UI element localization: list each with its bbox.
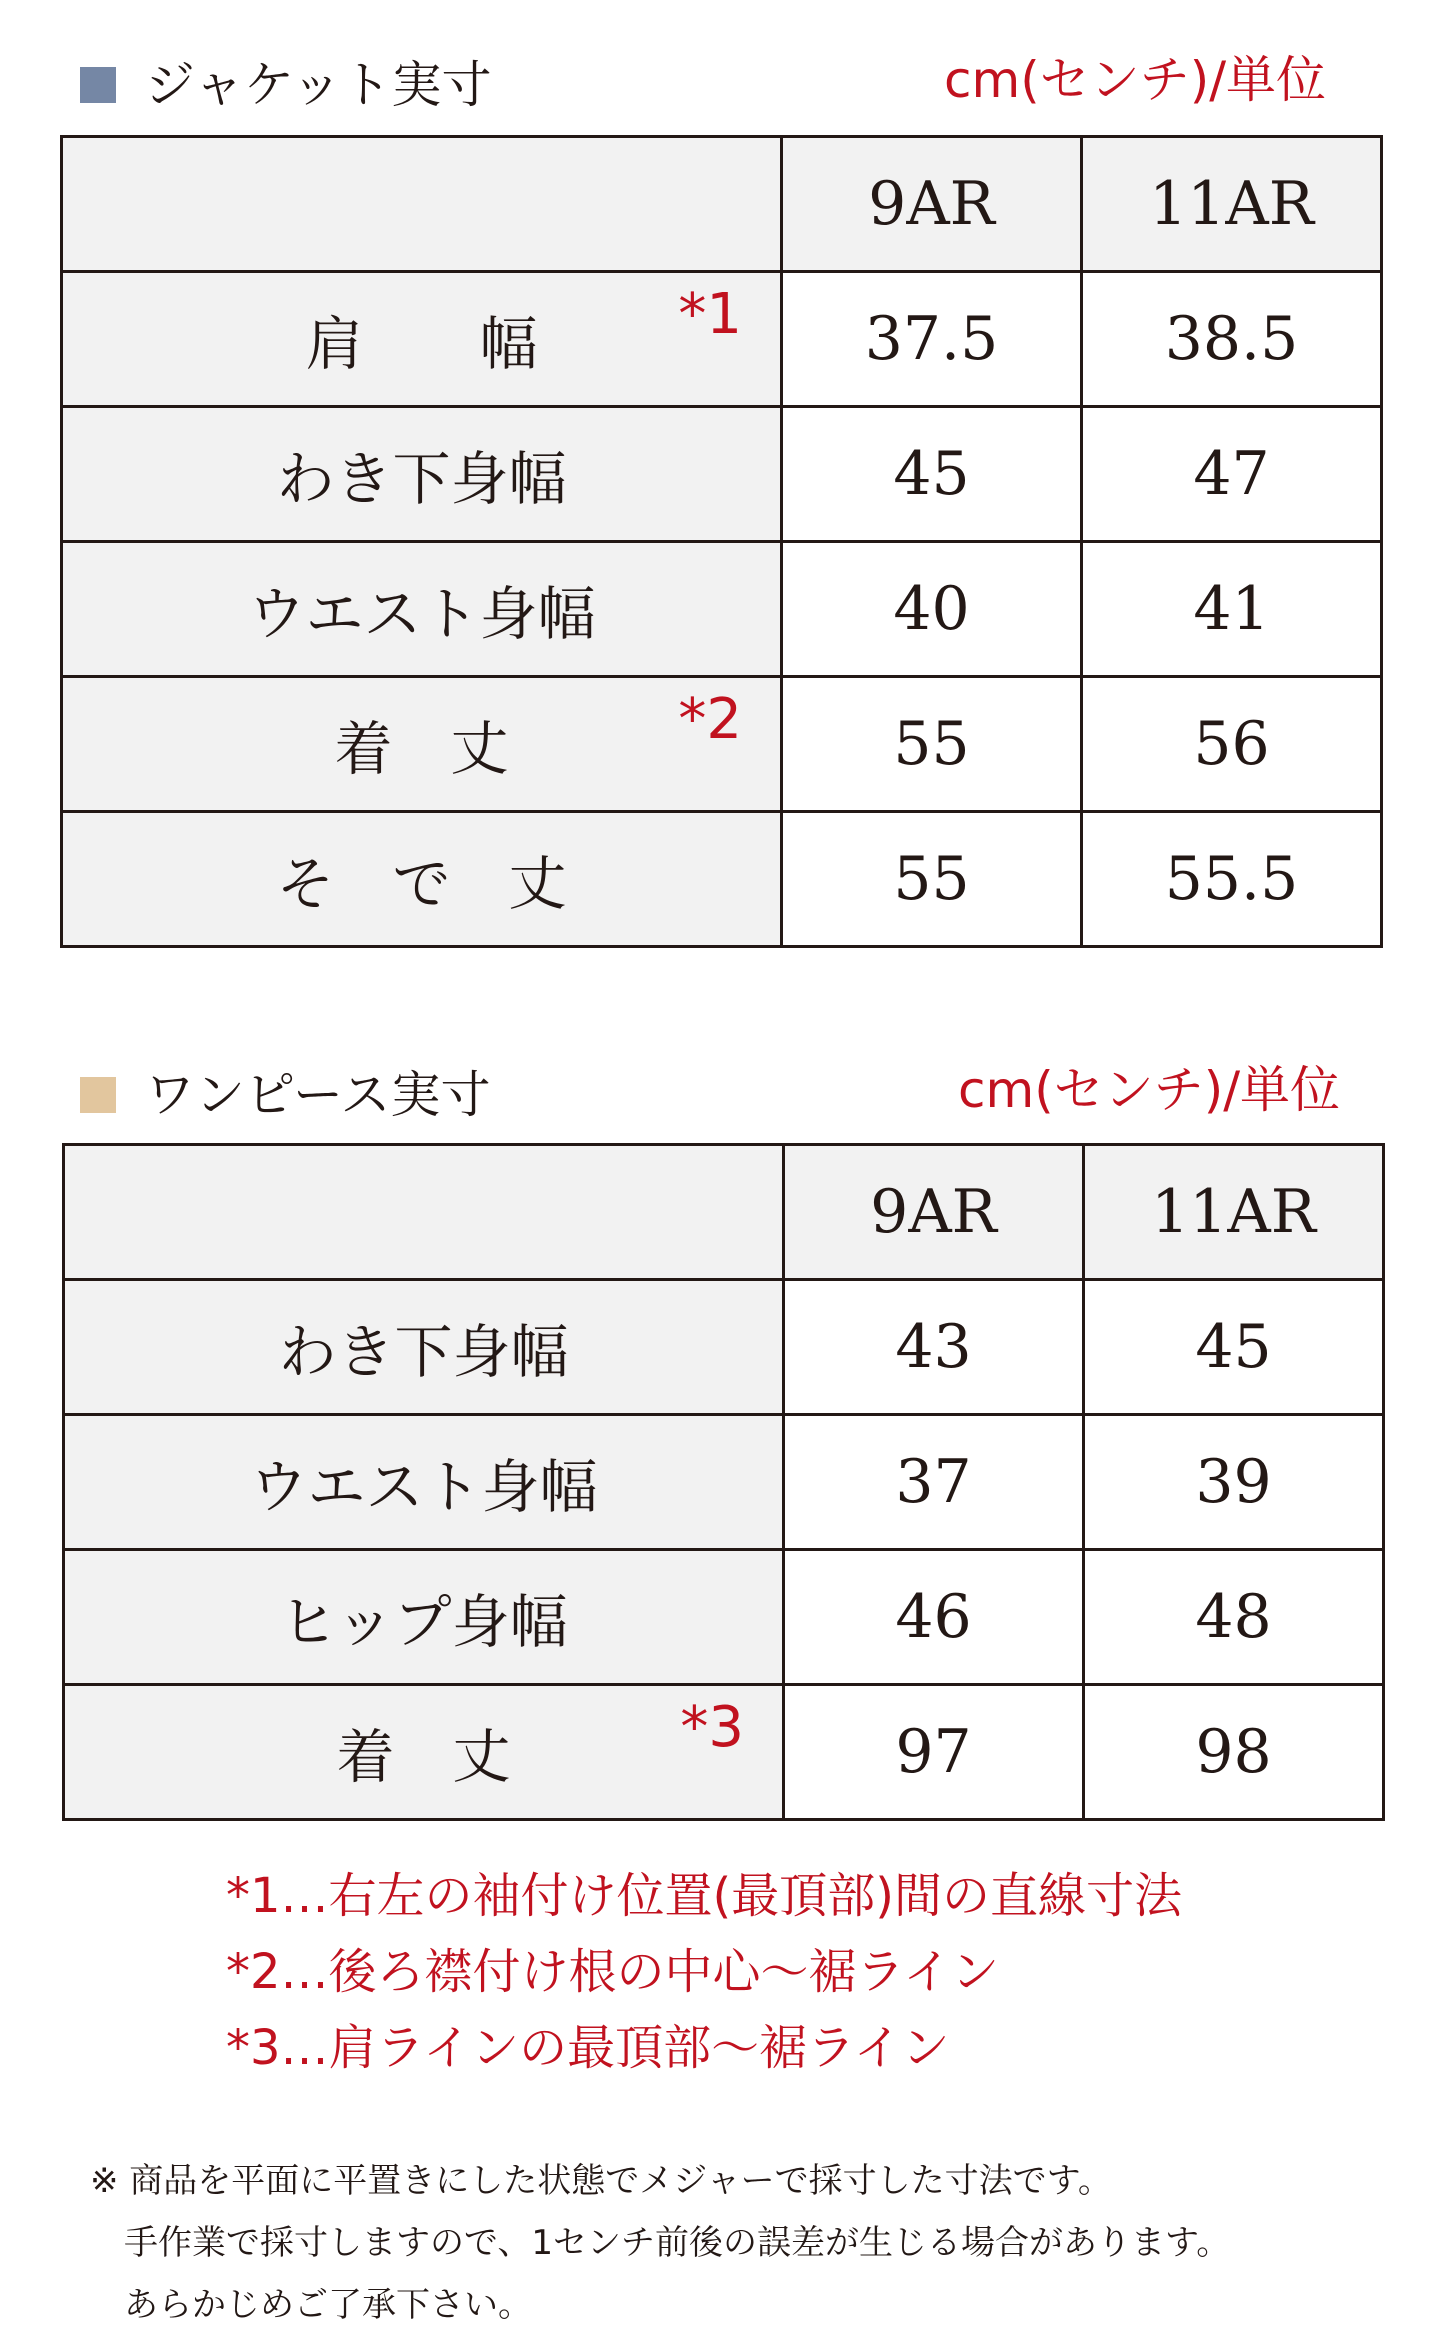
value-cell: 55 [782,812,1082,947]
table-row [62,542,1382,677]
onepiece-title: ワンピース実寸 [145,1066,491,1124]
row-label-cell [64,1685,784,1820]
row-label-cell [62,812,782,947]
jacket-title: ジャケット実寸 [145,56,492,114]
jacket-section-header [0,50,1445,120]
row-label-cell [62,542,782,677]
value-cell: 55.5 [1082,812,1382,947]
jacket-swatch-icon [80,67,116,103]
row-label: 着 丈 [334,715,509,783]
note-line: *3…肩ラインの最頂部〜裾ライン [226,2020,950,2076]
header-corner-cell [64,1145,784,1280]
column-header-9ar: 9AR [782,137,1082,272]
value-cell: 45 [1084,1280,1384,1415]
row-label-cell [64,1550,784,1685]
jacket-unit-label: cm(センチ)/単位 [944,51,1327,109]
value-cell: 41 [1082,542,1382,677]
row-label: 肩 幅 [305,310,538,378]
measurement-notes [226,1858,1182,2086]
table-row [64,1685,1384,1820]
row-label: ウエスト身幅 [247,580,596,648]
footnote-mark: *2 [678,687,742,752]
table-row [62,812,1382,947]
table-row [62,677,1382,812]
row-label-cell [62,407,782,542]
row-label: わき下身幅 [276,445,567,513]
column-header-11ar: 11AR [1084,1145,1384,1280]
table-row [64,1415,1384,1550]
table-header-row [62,137,1382,272]
onepiece-swatch-icon [80,1077,116,1113]
value-cell: 38.5 [1082,272,1382,407]
table-header-row [64,1145,1384,1280]
value-cell: 97 [784,1685,1084,1820]
value-cell: 46 [784,1550,1084,1685]
column-header-9ar: 9AR [784,1145,1084,1280]
onepiece-size-table [62,1143,1385,1821]
note-line: *2…後ろ襟付け根の中心〜裾ライン [226,1944,1000,2000]
row-label-cell [62,677,782,812]
value-cell: 55 [782,677,1082,812]
row-label: そ で 丈 [276,850,567,918]
table-row [64,1280,1384,1415]
column-header-11ar: 11AR [1082,137,1382,272]
value-cell: 37.5 [782,272,1082,407]
row-label-cell [64,1415,784,1550]
value-cell: 56 [1082,677,1382,812]
footnote-mark: *3 [680,1695,744,1760]
row-label: 着 丈 [336,1723,511,1791]
disclaimer-line: 手作業で採寸しますので、1センチ前後の誤差が生じる場合があります。 [90,2223,1231,2263]
value-cell: 40 [782,542,1082,677]
note-line: *1…右左の袖付け位置(最頂部)間の直線寸法 [226,1868,1182,1924]
disclaimer [90,2150,1230,2336]
row-label: ヒップ身幅 [279,1588,568,1656]
row-label-cell [64,1280,784,1415]
table-row [64,1550,1384,1685]
value-cell: 45 [782,407,1082,542]
row-label-cell [62,272,782,407]
value-cell: 47 [1082,407,1382,542]
row-label: ウエスト身幅 [249,1453,598,1521]
value-cell: 48 [1084,1550,1384,1685]
value-cell: 39 [1084,1415,1384,1550]
disclaimer-line: あらかじめご了承下さい。 [90,2285,532,2325]
row-label: わき下身幅 [278,1318,569,1386]
value-cell: 43 [784,1280,1084,1415]
value-cell: 98 [1084,1685,1384,1820]
onepiece-section-header [0,1060,1445,1130]
header-corner-cell [62,137,782,272]
disclaimer-line: ※ 商品を平面に平置きにした状態でメジャーで採寸した寸法です。 [90,2161,1112,2201]
onepiece-unit-label: cm(センチ)/単位 [958,1061,1341,1119]
value-cell: 37 [784,1415,1084,1550]
table-row [62,407,1382,542]
table-row [62,272,1382,407]
jacket-size-table [60,135,1383,948]
footnote-mark: *1 [678,282,742,347]
